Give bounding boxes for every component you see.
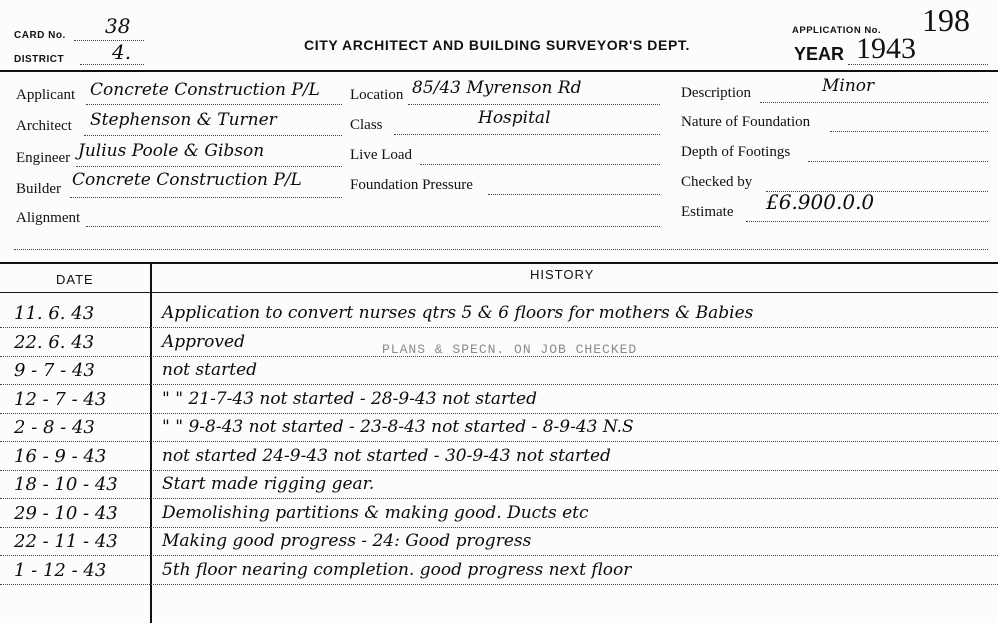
history-row-date: 22 - 11 - 43 bbox=[14, 531, 118, 552]
card-number-value: 38 bbox=[105, 14, 131, 38]
live-load-label: Live Load bbox=[350, 147, 413, 163]
class-value: Hospital bbox=[478, 108, 551, 128]
class-label: Class bbox=[350, 117, 383, 133]
description-line bbox=[760, 102, 988, 103]
history-row-line bbox=[0, 356, 998, 357]
history-row-line bbox=[0, 413, 998, 414]
estimate-label: Estimate bbox=[681, 204, 734, 220]
foundation-nature-line bbox=[830, 131, 988, 132]
date-column-divider bbox=[150, 262, 152, 623]
footings-label: Depth of Footings bbox=[681, 144, 791, 160]
builder-label: Builder bbox=[16, 181, 61, 197]
application-number-value: 198 bbox=[922, 2, 970, 38]
card-number-line bbox=[74, 40, 144, 41]
history-row-entry: Demolishing partitions & making good. Ducts etc bbox=[162, 502, 589, 523]
architect-value: Stephenson & Turner bbox=[90, 110, 277, 130]
class-line bbox=[394, 134, 660, 135]
architect-line bbox=[84, 135, 342, 136]
application-number-label: APPLICATION No. bbox=[792, 25, 882, 36]
history-row-line bbox=[0, 584, 998, 585]
alignment-line bbox=[86, 226, 660, 227]
engineer-value: Julius Poole & Gibson bbox=[78, 141, 265, 161]
history-row-entry: " " 21-7-43 not started - 28-9-43 not started bbox=[162, 388, 537, 409]
history-row-date: 12 - 7 - 43 bbox=[14, 388, 107, 410]
foundation-nature-label: Nature of Foundation bbox=[681, 114, 811, 130]
history-row-entry: Application to convert nurses qtrs 5 & 6 floors for mothers & Babies bbox=[162, 303, 754, 323]
history-row-date: 16 - 9 - 43 bbox=[14, 445, 107, 467]
builder-value: Concrete Construction P/L bbox=[72, 170, 302, 190]
district-label: DISTRICT bbox=[14, 54, 65, 65]
engineer-line bbox=[76, 166, 342, 167]
foundation-pressure-label: Foundation Pressure bbox=[350, 177, 473, 193]
history-row-date: 1 - 12 - 43 bbox=[14, 559, 107, 581]
header-divider bbox=[0, 70, 998, 72]
alignment-label: Alignment bbox=[16, 210, 81, 226]
department-title: CITY ARCHITECT AND BUILDING SURVEYOR'S DEPT. bbox=[304, 37, 690, 53]
history-column-header: HISTORY bbox=[530, 267, 595, 282]
description-value: Minor bbox=[822, 76, 875, 96]
applicant-line bbox=[86, 104, 342, 105]
builder-line bbox=[70, 197, 342, 198]
engineer-label: Engineer bbox=[16, 150, 71, 166]
history-row-date: 18 - 10 - 43 bbox=[14, 474, 118, 495]
history-row-entry: Start made rigging gear. bbox=[162, 474, 375, 494]
history-row-line bbox=[0, 470, 998, 471]
live-load-line bbox=[420, 164, 660, 165]
district-line bbox=[80, 64, 144, 65]
history-row-entry: " " 9-8-43 not started - 23-8-43 not started - 8-9-43 N.S bbox=[162, 417, 634, 437]
history-row-date: 9 - 7 - 43 bbox=[14, 360, 95, 381]
estimate-line bbox=[746, 221, 988, 222]
year-line bbox=[848, 64, 988, 65]
applicant-value: Concrete Construction P/L bbox=[90, 80, 320, 100]
history-row-entry: Making good progress - 24: Good progress bbox=[162, 531, 532, 551]
history-row-date: 2 - 8 - 43 bbox=[14, 417, 95, 438]
card-number-label: CARD No. bbox=[14, 30, 66, 41]
estimate-value: £6.900.0.0 bbox=[766, 190, 875, 214]
checked-by-label: Checked by bbox=[681, 174, 753, 190]
history-row-line bbox=[0, 441, 998, 442]
history-row-entry: not started 24-9-43 not started - 30-9-43 not started bbox=[162, 445, 611, 466]
year-value: 1943 bbox=[856, 32, 916, 65]
footings-line bbox=[808, 161, 988, 162]
location-line bbox=[408, 104, 660, 105]
location-value: 85/43 Myrenson Rd bbox=[412, 78, 582, 98]
blank-field-line bbox=[14, 249, 988, 250]
history-row-line bbox=[0, 498, 998, 499]
history-row-date: 29 - 10 - 43 bbox=[14, 502, 118, 524]
foundation-pressure-line bbox=[488, 194, 660, 195]
history-row-line bbox=[0, 555, 998, 556]
date-column-header: DATE bbox=[56, 272, 94, 287]
architect-label: Architect bbox=[16, 118, 72, 134]
history-row-date: 22. 6. 43 bbox=[14, 331, 95, 353]
history-row-entry: Approved bbox=[162, 331, 245, 352]
history-row-entry: not started bbox=[162, 360, 258, 380]
district-value: 4. bbox=[112, 40, 132, 64]
plans-checked-stamp: PLANS & SPECN. ON JOB CHECKED bbox=[382, 342, 638, 357]
location-label: Location bbox=[350, 87, 404, 103]
history-row-date: 11. 6. 43 bbox=[14, 303, 95, 324]
history-row-entry: 5th floor nearing completion. good progress next floor bbox=[162, 559, 632, 580]
applicant-label: Applicant bbox=[16, 87, 76, 103]
description-label: Description bbox=[681, 85, 751, 101]
year-label: YEAR bbox=[794, 44, 845, 64]
history-row-line bbox=[0, 384, 998, 385]
history-row-line bbox=[0, 527, 998, 528]
history-row-line bbox=[0, 327, 998, 328]
